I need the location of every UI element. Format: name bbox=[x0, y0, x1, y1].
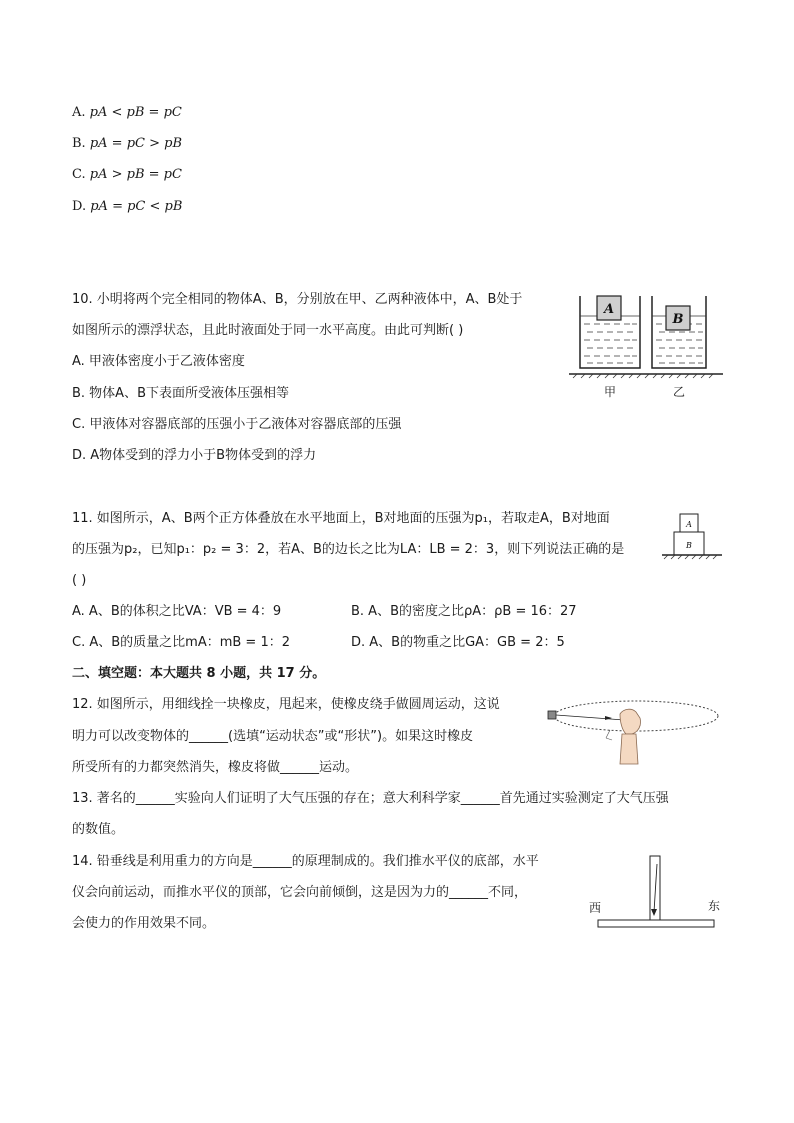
q10-beakers-diagram bbox=[565, 292, 725, 402]
q11-cube-b-label: B bbox=[686, 541, 692, 550]
q12-figure bbox=[540, 690, 722, 766]
q10-option-c: C. 甲液体对容器底部的压强小于乙液体对容器底部的压强 bbox=[72, 417, 402, 432]
q12-line2: 明力可以改变物体的______(选填“运动状态”或“形状”)。如果这时橡皮 bbox=[72, 729, 474, 744]
q14-line3: 会使力的作用效果不同。 bbox=[72, 916, 216, 931]
q12-line3: 所受所有的力都突然消失，橡皮将做______运动。 bbox=[72, 760, 359, 775]
q9-option-a bbox=[72, 103, 182, 123]
q9-option-d bbox=[72, 197, 182, 217]
q14-figure bbox=[586, 854, 722, 934]
q11-option-c: C. A、B的质量之比mA：mB = 1：2 bbox=[72, 635, 290, 650]
q10-block-a-label: A bbox=[603, 302, 615, 317]
section-2-heading: 二、填空题：本大题共 8 小题，共 17 分。 bbox=[72, 666, 326, 681]
q10-label-jia: 甲 bbox=[603, 385, 617, 399]
q14-level-instrument-diagram bbox=[586, 854, 722, 934]
q9-option-b bbox=[72, 134, 182, 154]
q14-base bbox=[598, 920, 714, 927]
q10-stem-line2: 如图所示的漂浮状态，且此时液面处于同一水平高度。由此可判断( ) bbox=[72, 323, 464, 338]
q9-option-a-expr: pA < pB = pC bbox=[89, 105, 182, 120]
q11-stem-line1: 11. 如图所示，A、B两个正方体叠放在水平地面上，B对地面的压强为p₁，若取走A，B对地面 bbox=[72, 511, 610, 526]
q12-line1: 12. 如图所示，用细线拴一块橡皮，甩起来，使橡皮绕手做圆周运动，这说 bbox=[72, 697, 500, 712]
q9-option-c bbox=[72, 165, 182, 185]
q9-option-a-label: A. bbox=[72, 105, 86, 120]
q10-option-a: A. 甲液体密度小于乙液体密度 bbox=[72, 354, 245, 369]
q10-label-yi: 乙 bbox=[672, 385, 686, 399]
q13-line2: 的数值。 bbox=[72, 822, 125, 837]
q9-option-d-label: D. bbox=[72, 199, 87, 214]
q10-option-b: B. 物体A、B下表面所受液体压强相等 bbox=[72, 386, 289, 401]
q9-option-c-expr: pA > pB = pC bbox=[89, 167, 182, 182]
q12-eraser bbox=[548, 711, 556, 719]
q10-block-b-label: B bbox=[672, 312, 684, 327]
q10-figure bbox=[565, 292, 725, 402]
q14-label-west: 西 bbox=[589, 901, 602, 915]
q14-label-east: 东 bbox=[708, 899, 721, 913]
q11-figure bbox=[660, 510, 724, 566]
q14-line1: 14. 铅垂线是利用重力的方向是______的原理制成的。我们推水平仪的底部，水平 bbox=[72, 854, 539, 869]
q9-option-b-label: B. bbox=[72, 136, 86, 151]
q11-option-d: D. A、B的物重之比GA：GB = 2：5 bbox=[351, 635, 565, 650]
q11-option-b: B. A、B的密度之比ρA：ρB = 16：27 bbox=[351, 604, 577, 619]
q12-eraser-circular-motion-diagram bbox=[540, 690, 722, 766]
q11-cube-a-label: A bbox=[686, 520, 692, 529]
q11-option-a: A. A、B的体积之比VA：VB = 4：9 bbox=[72, 604, 282, 619]
q11-stacked-cubes-diagram bbox=[660, 510, 724, 566]
q9-option-b-expr: pA = pC > pB bbox=[89, 136, 182, 151]
q14-line2: 仪会向前运动，而推水平仪的顶部，它会向前倾倒，这是因为力的______不同， bbox=[72, 885, 528, 900]
q11-stem-line2: 的压强为p₂，已知p₁：p₂ = 3：2，若A、B的边长之比为LA：LB = 2：3，则下列说法正确的是 bbox=[72, 542, 625, 557]
q13-line1: 13. 著名的______实验向人们证明了大气压强的存在；意大利科学家______首先通过实验测定了大气压强 bbox=[72, 791, 669, 806]
q9-option-c-label: C. bbox=[72, 167, 86, 182]
q10-stem-line1: 10. 小明将两个完全相同的物体A、B，分别放在甲、乙两种液体中，A、B处于 bbox=[72, 292, 523, 307]
q10-option-d: D. A物体受到的浮力小于B物体受到的浮力 bbox=[72, 448, 317, 463]
q9-option-d-expr: pA = pC < pB bbox=[90, 199, 183, 214]
q11-stem-line3: ( ) bbox=[72, 573, 87, 588]
